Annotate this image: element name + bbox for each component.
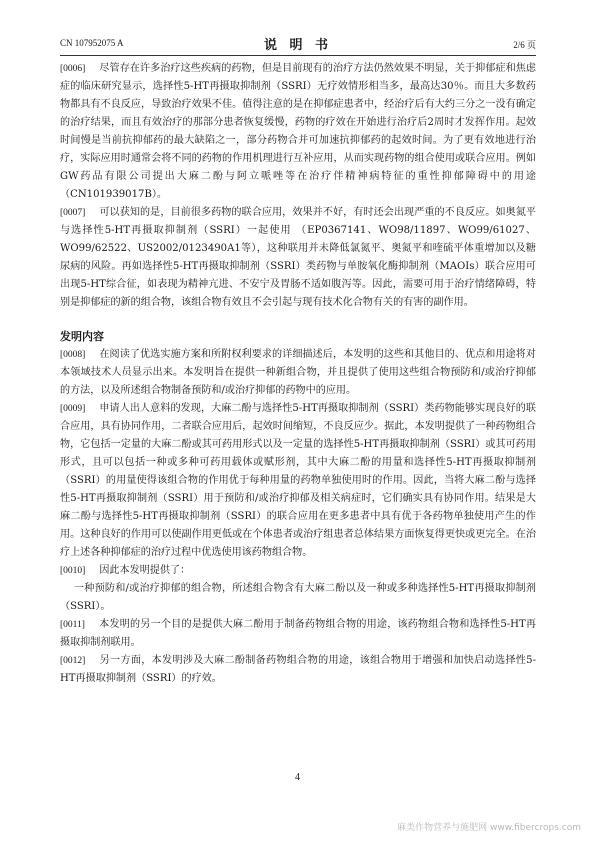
paragraph-composition: 一种预防和/或治疗抑郁的组合物，所述组合物含有大麻二酚以及一种或多种选择性5-HT再摄取抑制剂（SSRI）。 bbox=[60, 583, 536, 612]
paragraph-0008 bbox=[60, 346, 536, 400]
paragraph-number: [0012] bbox=[60, 656, 86, 666]
paragraph-text: 申请人出人意料的发现，大麻二酚与选择性5-HT再摄取抑制剂（SSRI）类药物能够实现良好的联合应用，具有协同作用，二者联合应用后，起效时间缩短，不良反应少。据此，本发明提供了一种药物组合物，它包括一定量的大麻二酚或其可药用形式以及一定量的选择性5-HT再摄取抑制剂（SSRI）或其可药用形式，且可以包括一种或多种可药用载体或赋形剂，其中大麻二酚的用量和选择性5-HT再摄取抑制剂（SSRI）的用量使得该组合物的作用优于每种用量的药物单独使用时的作用。因此，当将大麻二酚与选择性5-HT再摄取抑制剂（SSRI）用于预防和/或治疗抑郁及相关病症时，它们确实具有协同作用。结果是大麻二酚与选择性5-HT再摄取抑制剂（SSRI）的联合应用在更多患者中具有优于各药物单独使用产生的作用。这种良好的作用可以使副作用更低或在个体患者或治疗组患者总体结果方面恢复得更快或更完全。在治疗上述各种抑郁症的治疗过程中优选使用该药物组合物。 bbox=[60, 403, 536, 558]
paragraph-text: 在阅读了优选实施方案和所附权利要求的详细描述后，本发明的这些和其他目的、优点和用途将对本领域技术人员显示出来。本发明旨在提供一种新组合物，并且提供了使用这些组合物预防和/或治疗抑郁的方法，以及所述组合物制备预防和/或治疗抑郁的药物中的应用。 bbox=[60, 349, 536, 396]
paragraph-0012 bbox=[60, 652, 536, 688]
document-body bbox=[60, 60, 536, 688]
page-of-indicator: 2/6 页 bbox=[513, 40, 536, 50]
paragraph-text: 尽管存在许多治疗这些疾病的药物，但是目前现有的治疗方法仍然效果不明显，关于抑郁症和焦虑症的临床研究显示，选择性5-HT再摄取抑制剂（SSRI）无疗效情形相当多，最高达30％。而且大多数药物都具有不良反应，导致治疗效果不佳。值得注意的是在抑郁症患者中，经治疗后有大约三分之一没有确定的治疗结果，而且有效治疗的那部分患者恢复缓慢，药物的疗效在开始进行治疗后2周时才发挥作用。起效时间慢是当前抗抑郁药的最大缺陷之一，部分药物合并可加速抗抑郁药的起效时间。为了更有效地进行治疗，实际应用时通常会将不同的药物的作用机理进行互补应用，从而实现药物的组合使用或联合应用。例如GW药品有限公司提出大麻二酚与阿立哌唑等在治疗伴精神病特征的重性抑郁障碍中的用途（CN101939017B）。 bbox=[60, 63, 536, 200]
paragraph-text: 可以获知的是，目前很多药物的联合应用，效果并不好，有时还会出现严重的不良反应。如奥氮平与选择性5-HT再摄取抑制剂（SSRI）一起使用 （EP0367141、WO98/11897、WO99/61027、WO99/62522、US2002/0123490A1等），这种联用并未降低氯氮平、奥氮平和喹硫平体重增加以及糖尿病的风险。再如选择性5-HT再摄取抑制剂（SSRI）类药物与单胺氧化酶抑制剂（MAOIs）联合应用可出现5-HT综合征，如表现为精神亢进、不安宁及胃肠不适如腹泻等。因此，需要可用于治疗情绪障碍，特别是抑郁症的新的组合物，该组合物有效且不会引起与现有技术化合物有关的有害的副作用。 bbox=[60, 207, 536, 308]
paragraph-0007 bbox=[60, 204, 536, 312]
paragraph-0011 bbox=[60, 616, 536, 652]
paragraph-0009 bbox=[60, 400, 536, 562]
paragraph-number: [0011] bbox=[60, 620, 85, 630]
paragraph-number: [0006] bbox=[60, 64, 86, 74]
patent-number: CN 107952075 A bbox=[60, 38, 124, 48]
header-rule bbox=[60, 55, 536, 56]
document-title: 说 明 书 bbox=[263, 38, 333, 53]
paragraph-text: 另一方面，本发明涉及大麻二酚制备药物组合物的用途，该组合物用于增强和加快启动选择性5-HT再摄取抑制剂（SSRI）的疗效。 bbox=[60, 655, 536, 684]
paragraph-number: [0007] bbox=[60, 208, 86, 218]
paragraph-number: [0009] bbox=[60, 404, 86, 414]
page-number: 4 bbox=[295, 772, 300, 783]
page-header bbox=[60, 34, 536, 52]
paragraph-0006 bbox=[60, 60, 536, 204]
watermark: 麻类作物营养与施肥网 www.fibercrops.com bbox=[397, 823, 581, 833]
paragraph-number: [0010] bbox=[60, 566, 86, 576]
paragraph-number: [0008] bbox=[60, 350, 86, 360]
section-title: 发明内容 bbox=[60, 330, 104, 343]
paragraph-text: 因此本发明提供了： bbox=[99, 565, 191, 576]
paragraph-text: 本发明的另一个目的是提供大麻二酚用于制备药物组合物的用途，该药物组合物和选择性5-HT再摄取抑制剂联用。 bbox=[60, 619, 536, 648]
paragraph-0010 bbox=[60, 562, 536, 580]
